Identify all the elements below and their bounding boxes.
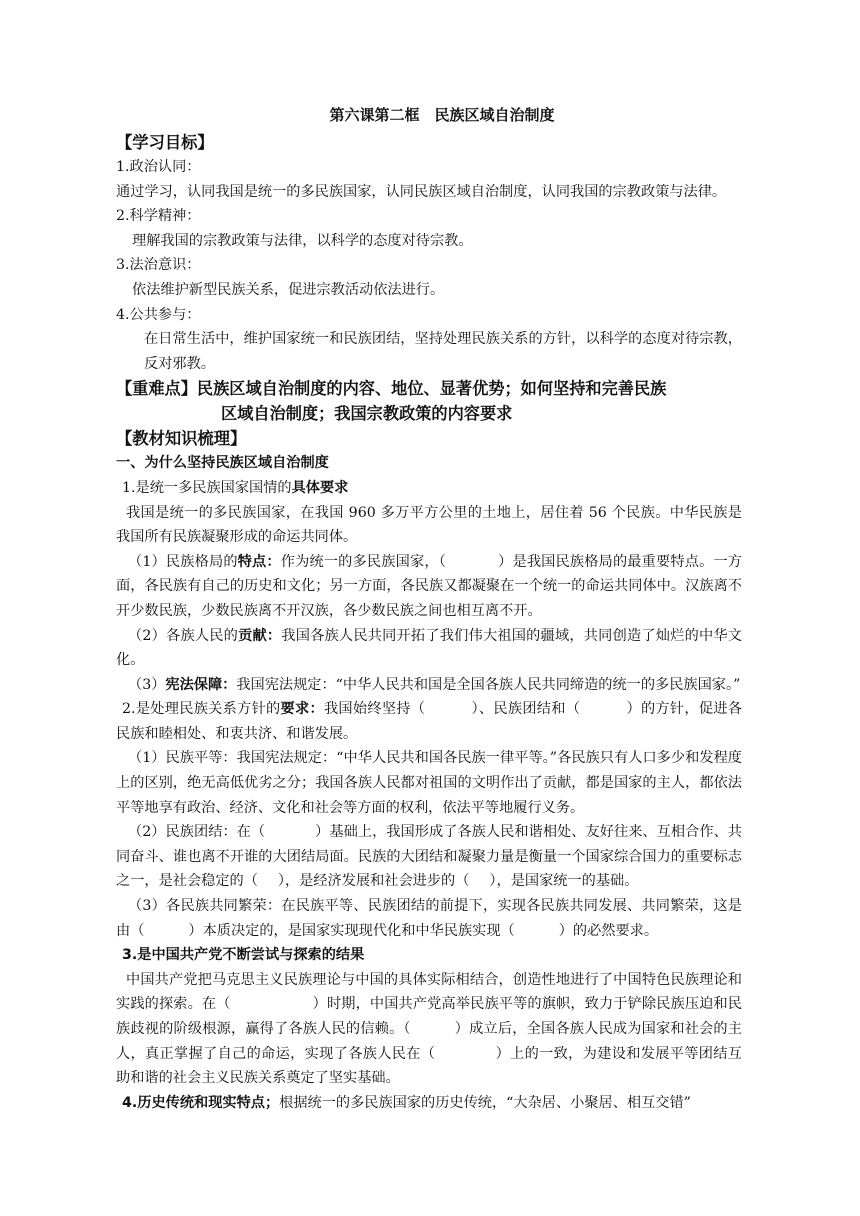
s2-item-2 [116, 820, 742, 894]
s1-item-1 [116, 550, 742, 624]
goal-item [116, 303, 742, 377]
s2-item-3-b: ）本质决定的，是国家实现现代化和中华民族实现（ [188, 922, 515, 939]
s1-heading-text: 1.是统一多民族国家国情的 [122, 479, 292, 496]
goal-text: 理解我国的宗教政策与法律，以科学的态度对待宗教。 [132, 232, 473, 249]
goals-heading: 【学习目标】 [116, 133, 214, 152]
s1-item-1-b: ）是我国民族格局的最重要特点。 [497, 553, 714, 570]
s1-item-3 [116, 673, 742, 698]
page-title: 第六课第二框 民族区域自治制度 [329, 106, 555, 124]
goal-label: 1.政治认同： [116, 159, 201, 175]
s2-item-2-b: ）基础上，我国形成了各族人民和谐相处、友好往来、互相合作、共同奋斗、谁也离不开谁的大团结局面。民族的大团结和凝聚力量是衡量一个国家综合国力的重要标志之一，是社会稳定的（ [116, 824, 742, 890]
s3-paragraph-b: ）时期，中国共产党高举民族平等的旗帜，致力于铲除民族压迫和民族歧视的阶级根源，赢得了各族人民的信赖。（ [116, 996, 742, 1037]
s1-heading-bold: 具体要求 [291, 479, 349, 496]
s2-item-3 [116, 894, 742, 943]
goal-item [116, 253, 742, 302]
key-points-cont: 区域自治制度；我国宗教政策的内容要求 [221, 404, 513, 424]
s1-item-1-a: 作为统一的多民族国家，（ [280, 553, 446, 570]
key-points [116, 376, 742, 426]
s2-item-2-a: （2）民族团结：在（ [128, 824, 266, 841]
s2-heading-a: 我国始终坚持（ [323, 701, 426, 718]
goal-text: 通过学习，认同我国是统一的多民族国家，认同民族区域自治制度，认同我国的宗教政策与法律。 [116, 183, 727, 200]
goal-item [116, 204, 742, 253]
s4-text: 根据统一的多民族国家的历史传统，“大杂居、小聚居、相互交错” [279, 1094, 691, 1111]
s1-item-2-text: 我国各族人民共同开拓了我们伟大祖国的疆域，共同创造了灿烂的中华文化。 [116, 627, 742, 669]
s2-heading-pre: 2.是处理民族关系方针的 [122, 701, 281, 718]
s2-item-1: （1）民族平等：我国宪法规定：“中华人民共和国各民族一律平等。”各民族只有人口多少和发程度上的区别，绝无高低优劣之分；我国各族人民都对祖国的文明作出了贡献，都是国家的主人，都依法平等地享有政治、经济、文化和社会等方面的权利，依法平等地履行义务。 [116, 750, 742, 816]
part-one-heading: 一、为什么坚持民族区域自治制度 [116, 455, 329, 472]
s3-heading: 3.是中国共产党不断尝试与探索的结果 [122, 947, 365, 964]
key-points-lead: 【重难点】民族区域自治制度的内容、地位、显著优势；如何坚持和完善民族 [116, 379, 667, 399]
goal-label: 3.法治意识： [116, 257, 201, 274]
s1-item-2-bold: 贡献： [238, 627, 282, 644]
s2-heading-c: ）的方针，促进各民族和睦相处、和衷共济、和谐发展。 [116, 701, 742, 742]
s3-paragraph-a: 中国共产党把马克思主义民族理论与中国的具体实际相结合，创造性地进行了中国特色民族理论和实践的探索。在（ [116, 971, 742, 1013]
textbook-heading: 【教材知识梳理】 [116, 429, 247, 449]
s3-paragraph [116, 968, 742, 1091]
goal-text: 依法维护新型民族关系，促进宗教活动依法进行。 [132, 281, 445, 298]
s2-heading [116, 697, 742, 746]
s1-item-1-pre: （1）民族格局的 [128, 553, 238, 570]
s1-item-3-text: 我国宪法规定：“中华人民共和国是全国各族人民共同缔造的统一的多民族国家。” [236, 676, 741, 693]
s1-item-2 [116, 624, 742, 673]
s1-item-3-bold: 宪法保障： [165, 676, 237, 693]
s2-heading-bold: 要求： [280, 701, 324, 718]
s1-paragraph [116, 501, 742, 550]
goal-label: 2.科学精神： [116, 208, 201, 225]
s1-paragraph-text: 我国是统一的多民族国家，在我国 960 多万平方公里的土地上，居住着 56 个民族。中华民族是我国所有民族凝聚形成的命运共同体。 [116, 504, 742, 546]
s2-heading-b: ）、民族团结和（ [471, 701, 581, 718]
goal-label: 4.公共参与： [116, 306, 201, 323]
s2-item-3-a: （3）各民族共同繁荣：在民族平等、民族团结的前提下，实现各民族共同发展、共同繁荣，这是由（ [116, 898, 742, 939]
s4-heading [116, 1091, 742, 1116]
s1-item-1-bold: 特点： [237, 553, 281, 570]
s1-item-2-pre: （2）各族人民的 [128, 627, 239, 644]
goal-text: 在日常生活中，维护国家统一和民族团结，坚持处理民族关系的方针，以科学的态度对待宗教，反对邪教。 [144, 331, 742, 372]
goal-item [116, 155, 742, 204]
s2-item-2-d: ），是国家统一的基础。 [489, 873, 639, 890]
s3-paragraph-c: ）成立后，全国各族人民成为国家和社会的主人，真正掌握了自己的命运，实现了各族人民在（ [116, 1021, 742, 1062]
document-page [116, 100, 742, 1115]
s1-heading [116, 476, 742, 501]
s3-paragraph-d: ）上的一致，为建设和发展平等团结互助和谐的社会主义民族关系奠定了坚实基础。 [116, 1045, 742, 1087]
s2-item-3-c: ）的必然要求。 [558, 922, 659, 939]
s2-item-2-c: ），是经济发展和社会进步的（ [277, 873, 470, 890]
s1-item-3-pre: （3） [128, 676, 166, 693]
s1-item-1-c: 一方面，各民族有自己的历史和文化；另一方面，各民族又都凝聚在一个统一的命运共同体中。汉族离不开少数民族，少数民族离不开汉族，各少数民族之间也相互离不开。 [116, 553, 742, 619]
s4-heading-bold: 4.历史传统和现实特点； [122, 1094, 280, 1111]
